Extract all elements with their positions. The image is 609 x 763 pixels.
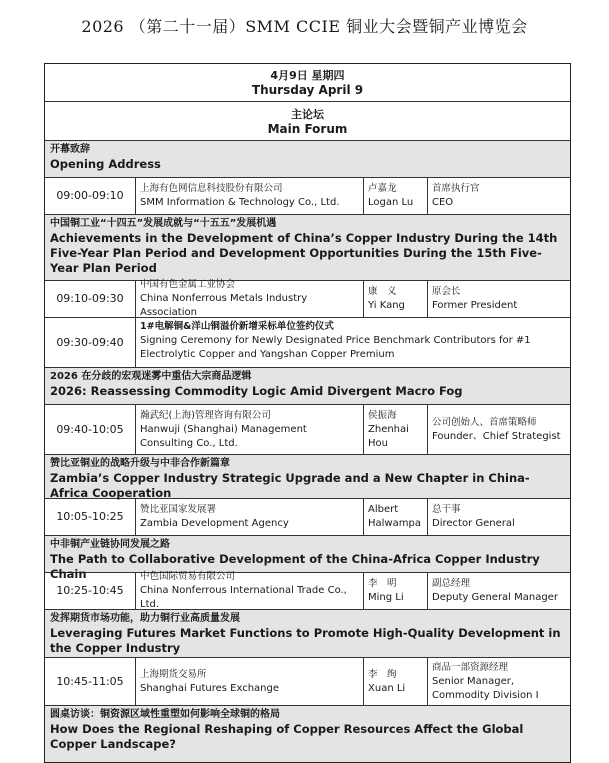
section-title-en: How Does the Regional Reshaping of Copper Resources Affect the Global Copper Landscape? <box>50 722 524 751</box>
section-title-en: 2026: Reassessing Commodity Logic Amid Divergent Macro Fog <box>50 384 463 398</box>
org-en: China Nonferrous Metals Industry Association <box>140 293 308 318</box>
page-title: 2026 （第二十一届）SMM CCIE 铜业大会暨铜产业博览会 <box>81 17 528 36</box>
org-cn: 赞比亚国家发展署 <box>140 504 217 515</box>
organization <box>136 658 364 705</box>
forum-row <box>45 102 570 141</box>
section-title-cn: 圆桌访谈：铜资源区域性重塑如何影响全球铜的格局 <box>50 709 280 720</box>
title-en: Senior Manager, Commodity Division I <box>432 675 539 701</box>
section-title-cn: 发挥期货市场功能，助力铜行业高质量发展 <box>50 613 240 624</box>
section-title-cn: 中国铜工业“十四五”发展成就与“十五五”发展机遇 <box>50 218 277 229</box>
org-cn: 上海期货交易所 <box>140 668 207 680</box>
ceremony-description <box>136 318 571 367</box>
speaker-last-name: Halwampa <box>368 518 421 529</box>
time-slot: 10:45-11:05 <box>45 658 136 705</box>
time-slot: 09:40-10:05 <box>45 405 136 454</box>
agenda-table <box>44 63 571 763</box>
section-title-cn: 开幕致辞 <box>50 144 90 155</box>
speaker-first-name: Albert <box>368 504 399 515</box>
title-cn: 公司创始人、首席策略师 <box>432 416 537 428</box>
org-en: Zambia Development Agency <box>140 518 289 529</box>
speaker-en: Logan Lu <box>368 197 414 208</box>
time-slot: 09:00-09:10 <box>45 178 136 214</box>
speaker-title <box>428 178 571 214</box>
speaker-title <box>428 658 571 705</box>
title-cn: 商品一部资源经理 <box>432 661 509 673</box>
time-slot: 09:30-09:40 <box>45 318 136 367</box>
organization <box>136 573 364 609</box>
speaker-cn: 李 明 <box>368 578 397 589</box>
time-slot: 09:10-09:30 <box>45 281 136 317</box>
table-row <box>45 318 570 368</box>
table-row <box>45 178 570 215</box>
time-slot: 10:05-10:25 <box>45 499 136 535</box>
org-en: Shanghai Futures Exchange <box>140 682 280 694</box>
section-title-cn: 中非铜产业链协同发展之路 <box>50 539 170 550</box>
title-cn: 原会长 <box>432 286 461 297</box>
section-title-cn: 赞比亚铜业的战略升级与中非合作新篇章 <box>50 458 230 469</box>
speaker-en: Xuan Li <box>368 682 406 694</box>
section-header <box>45 610 570 658</box>
section-header <box>45 215 570 281</box>
organization <box>136 178 364 214</box>
speaker-en: Yi Kang <box>368 300 405 311</box>
title-cn: 总干事 <box>432 504 461 515</box>
date-row <box>45 64 570 102</box>
table-row <box>45 405 570 455</box>
section-header <box>45 455 570 499</box>
speaker <box>364 658 428 705</box>
time-slot: 10:25-10:45 <box>45 573 136 609</box>
title-en: Former President <box>432 300 518 311</box>
speaker-cn: 卢嘉龙 <box>368 183 397 194</box>
org-cn: 中国有色金属工业协会 <box>140 279 236 290</box>
speaker <box>364 178 428 214</box>
title-en: CEO <box>432 197 454 208</box>
table-row <box>45 499 570 536</box>
section-header <box>45 368 570 405</box>
speaker-en: Zhenhai Hou <box>368 423 409 449</box>
section-title-en: Zambia’s Copper Industry Strategic Upgrade and a New Chapter in China-Africa Cooperation <box>50 471 530 500</box>
speaker <box>364 405 428 454</box>
ceremony-cn: 1#电解铜&洋山铜溢价新增采标单位签约仪式 <box>140 321 334 332</box>
title-en: Director General <box>432 518 515 529</box>
org-cn: 上海有色网信息科技股份有限公司 <box>140 183 283 194</box>
speaker-title <box>428 405 571 454</box>
speaker-title <box>428 499 571 535</box>
section-title-en: The Path to Collaborative Development of the China-Africa Copper Industry Chain <box>50 552 540 581</box>
org-en: SMM Information & Technology Co., Ltd. <box>140 197 340 208</box>
ceremony-en: Signing Ceremony for Newly Designated Price Benchmark Contributors for #1 Electrolytic Copper and Yangshan Copper Premium <box>140 335 531 360</box>
section-title-cn: 2026 在分歧的宏观迷雾中重估大宗商品逻辑 <box>50 371 252 382</box>
section-header <box>45 141 570 178</box>
section-title-en: Opening Address <box>50 157 161 171</box>
speaker <box>364 499 428 535</box>
speaker <box>364 281 428 317</box>
section-title-en: Leveraging Futures Market Functions to Promote High-Quality Development in the Copper Industry <box>50 626 561 655</box>
org-en: Hanwuji (Shanghai) Management Consulting Co., Ltd. <box>140 423 307 449</box>
speaker <box>364 573 428 609</box>
forum-en: Main Forum <box>267 122 348 136</box>
forum-cn: 主论坛 <box>291 108 324 121</box>
speaker-cn: 侯振海 <box>368 409 397 421</box>
organization <box>136 405 364 454</box>
title-en: Deputy General Manager <box>432 592 558 603</box>
speaker-title <box>428 281 571 317</box>
table-row <box>45 573 570 610</box>
speaker-cn: 李 绚 <box>368 668 397 680</box>
table-row <box>45 281 570 318</box>
title-en: Founder、Chief Strategist <box>432 430 561 442</box>
speaker-en: Ming Li <box>368 592 404 603</box>
section-header <box>45 706 570 763</box>
organization <box>136 281 364 317</box>
date-en: Thursday April 9 <box>251 83 364 97</box>
title-cn: 副总经理 <box>432 578 471 589</box>
title-cn: 首席执行官 <box>432 183 480 194</box>
section-title-en: Achievements in the Development of China’s Copper Industry During the 14th Five-Year Plan Period and Development Opportunities During the 15th Five-Year Plan Period <box>50 231 558 275</box>
org-cn: 瀚武纪(上海)管理咨询有限公司 <box>140 409 271 421</box>
org-en: China Nonferrous International Trade Co., Ltd. <box>140 585 347 610</box>
organization <box>136 499 364 535</box>
speaker-cn: 康 义 <box>368 286 397 297</box>
date-cn: 4月9日 星期四 <box>270 69 345 82</box>
org-cn: 中色国际贸易有限公司 <box>140 571 236 582</box>
table-row <box>45 658 570 706</box>
speaker-title <box>428 573 571 609</box>
